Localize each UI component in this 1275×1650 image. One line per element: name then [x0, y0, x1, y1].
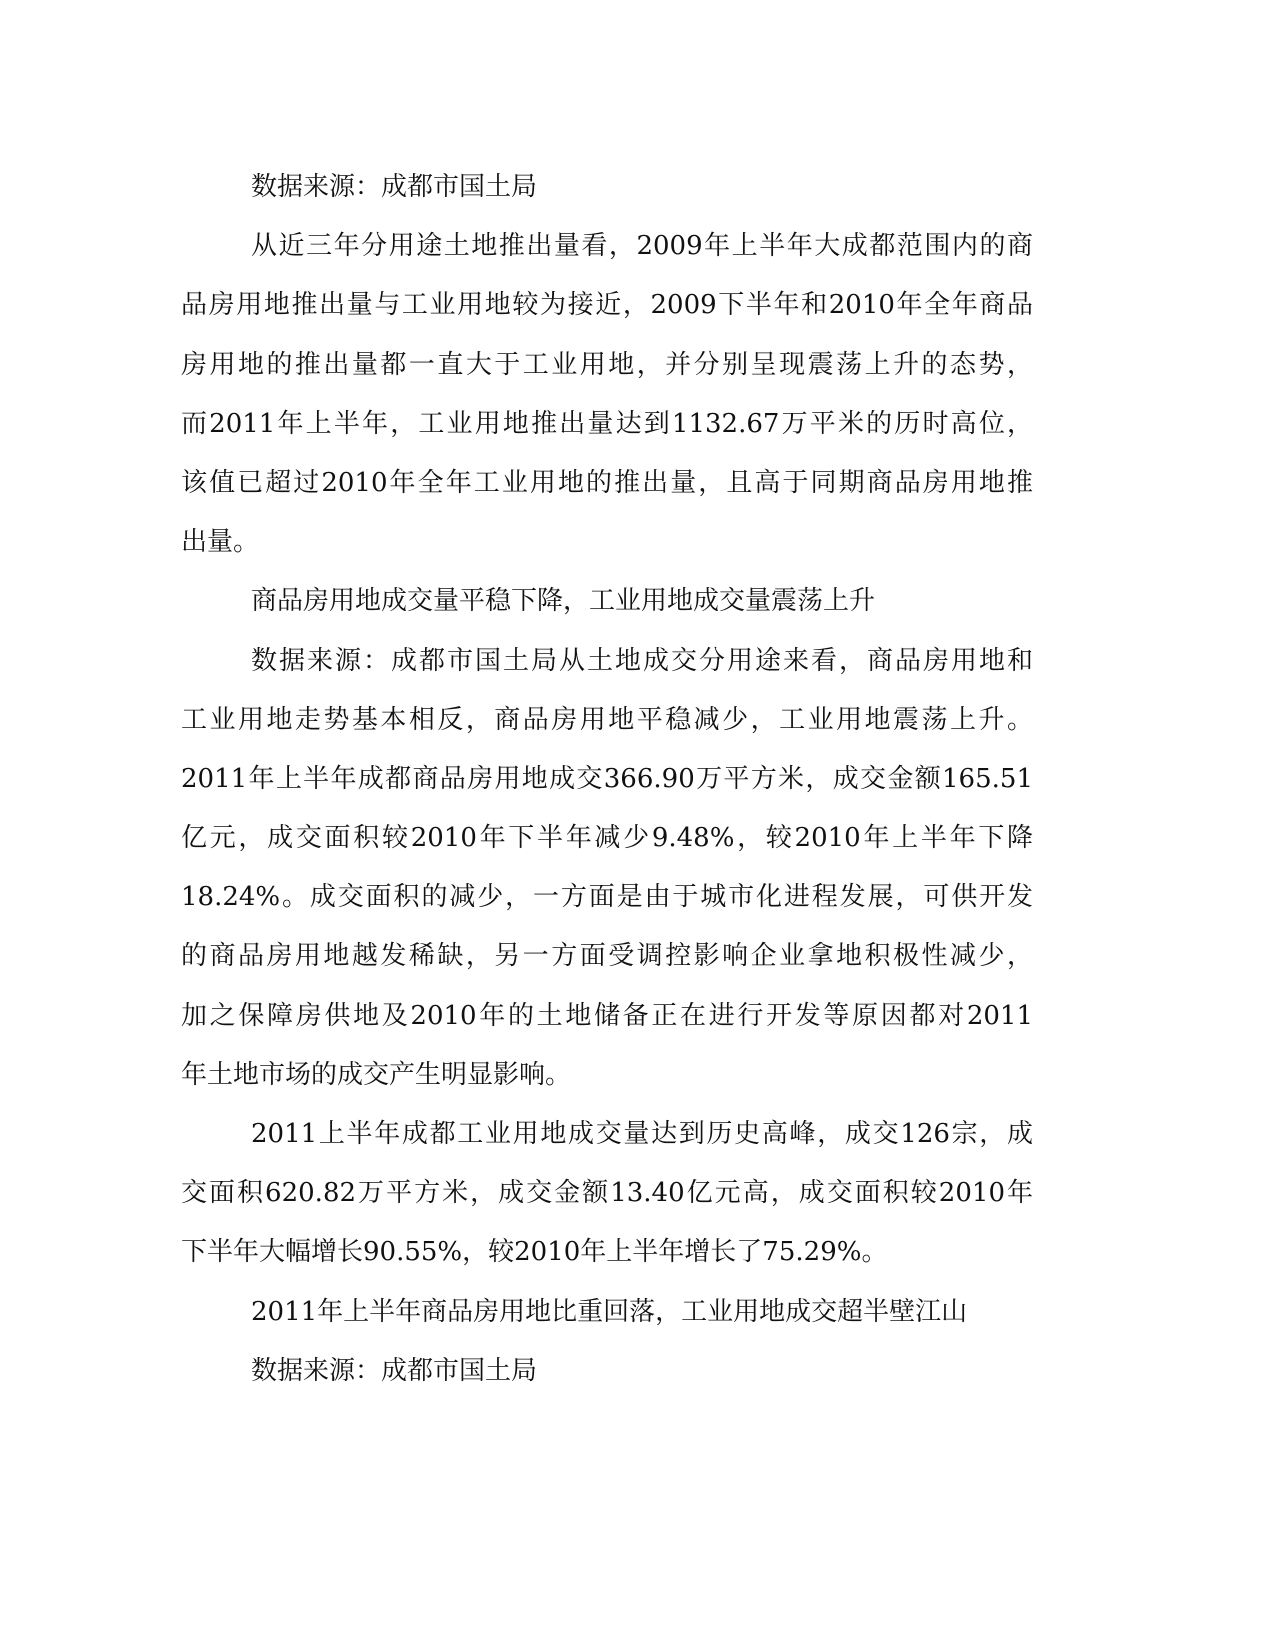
text-line-7: 出量。 [181, 527, 260, 558]
text-line-19: 下半年大幅增长90.55%，较2010年上半年增长了75.29%。 [181, 1237, 888, 1268]
body-text [181, 158, 1033, 1401]
text-line-21: 数据来源：成都市国土局 [251, 1355, 538, 1386]
text-line-13: 18.24%。成交面积的减少，一方面是由于城市化进程发展，可供开发 [181, 882, 1033, 913]
text-line-11: 2011年上半年成都商品房用地成交366.90万平方米，成交金额165.51 [181, 763, 1033, 794]
text-line-15: 加之保障房供地及2010年的土地储备正在进行开发等原因都对2011 [181, 1000, 1033, 1031]
text-line-5: 而2011年上半年，工业用地推出量达到1132.67万平米的历时高位， [181, 408, 1033, 439]
text-line-9: 数据来源：成都市国土局从土地成交分用途来看，商品房用地和 [251, 645, 1033, 676]
text-line-2: 从近三年分用途土地推出量看，2009年上半年大成都范围内的商 [251, 231, 1033, 262]
text-line-16: 年土地市场的成交产生明显影响。 [181, 1059, 572, 1090]
text-line-6: 该值已超过2010年全年工业用地的推出量，且高于同期商品房用地推 [181, 467, 1033, 498]
text-line-14: 的商品房用地越发稀缺，另一方面受调控影响企业拿地积极性减少， [181, 941, 1033, 972]
text-line-1: 数据来源：成都市国土局 [251, 172, 538, 202]
text-line-20: 2011年上半年商品房用地比重回落，工业用地成交超半壁江山 [251, 1296, 968, 1327]
text-line-8: 商品房用地成交量平稳下降，工业用地成交量震荡上升 [251, 586, 876, 617]
text-line-18: 交面积620.82万平方米，成交金额13.40亿元高，成交面积较2010年 [181, 1178, 1033, 1209]
text-line-17: 2011上半年成都工业用地成交量达到历史高峰，成交126宗，成 [251, 1119, 1033, 1149]
text-line-12: 亿元，成交面积较2010年下半年减少9.48%，较2010年上半年下降 [181, 823, 1033, 854]
text-line-4: 房用地的推出量都一直大于工业用地，并分别呈现震荡上升的态势， [181, 349, 1033, 380]
text-line-10: 工业用地走势基本相反，商品房用地平稳减少，工业用地震荡上升。 [181, 704, 1033, 735]
text-line-3: 品房用地推出量与工业用地较为接近，2009下半年和2010年全年商品 [181, 290, 1033, 321]
